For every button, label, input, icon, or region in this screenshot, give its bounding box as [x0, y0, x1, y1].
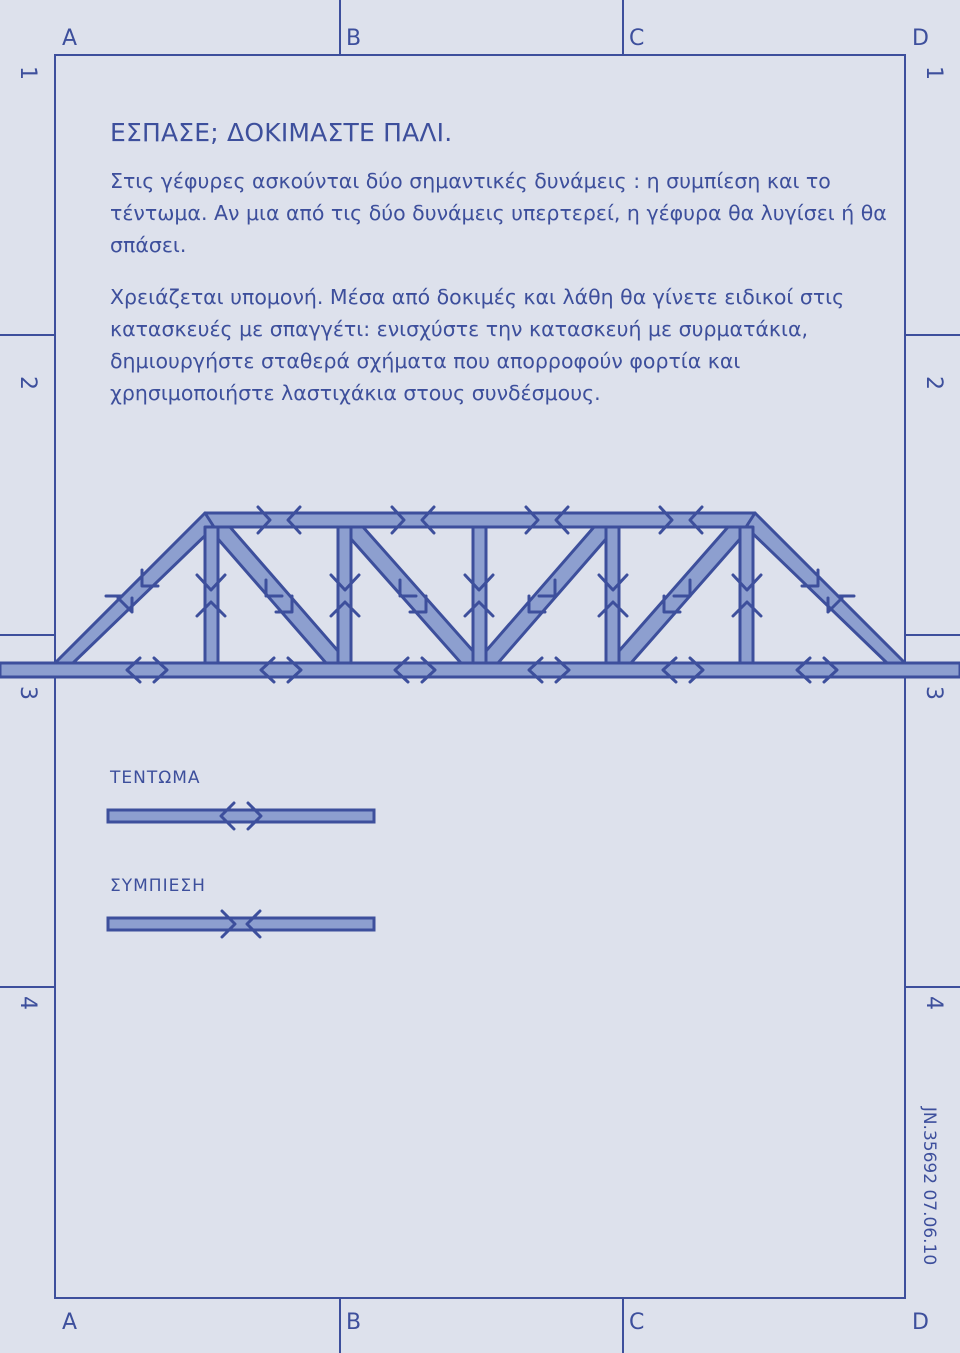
legend-tension-symbol [108, 803, 374, 829]
bridge-vertical [473, 527, 486, 663]
bridge-vertical [740, 527, 753, 663]
reference-code: JN.35692 07.06.10 [919, 1106, 939, 1266]
row-label-right-1: 1 [921, 66, 946, 80]
column-label-bottom-b: B [346, 1310, 362, 1335]
row-label-left-2: 2 [15, 376, 40, 390]
bridge-truss-diagram [0, 507, 960, 682]
row-label-left-1: 1 [15, 66, 40, 80]
row-label-right-2: 2 [921, 376, 946, 390]
bridge-right-end-post [746, 513, 905, 663]
page-title: ΕΣΠΑΣΕ; ΔΟΚΙΜΑΣΤΕ ΠΑΛΙ. [110, 118, 453, 147]
column-label-top-b: B [346, 26, 362, 51]
tips-paragraph: Χρειάζεται υπομονή. Μέσα από δοκιμές και λάθη θα γίνετε ειδικοί στις κατασκευές με σπαγγέτι: ενισχύστε την κατασκευή με συρματάκια, δημιουργήστε σταθερά σχήματα που απορροφούν φορτία και χρησιμοποιήστε λαστιχάκια στους συνδέσμους. [110, 285, 845, 405]
row-label-right-3: 3 [921, 686, 946, 700]
column-label-bottom-a: A [62, 1310, 78, 1335]
row-label-right-4: 4 [921, 996, 946, 1010]
bridge-vertical [205, 527, 218, 663]
column-label-top-d: D [912, 26, 929, 51]
bridge-vertical [338, 527, 351, 663]
bridge-deck [0, 663, 960, 677]
intro-paragraph: Στις γέφυρες ασκούνται δύο σημαντικές δυνάμεις : η συμπίεση και το τέντωμα. Αν μια από τις δύο δυνάμεις υπερτερεί, η γέφυρα θα λυγίσει ή θα σπάσει. [110, 169, 887, 257]
legend-tension-label: ΤΕΝΤΩΜΑ [110, 768, 201, 788]
column-label-top-c: C [629, 26, 645, 51]
column-label-top-a: A [62, 26, 78, 51]
column-label-bottom-c: C [629, 1310, 645, 1335]
bridge-left-end-post [55, 513, 214, 663]
row-label-left-4: 4 [15, 996, 40, 1010]
bridge-vertical [606, 527, 619, 663]
legend-compression-symbol [108, 911, 374, 937]
legend-compression-label: ΣΥΜΠΙΕΣΗ [110, 876, 206, 896]
row-label-left-3: 3 [15, 686, 40, 700]
column-label-bottom-d: D [912, 1310, 929, 1335]
